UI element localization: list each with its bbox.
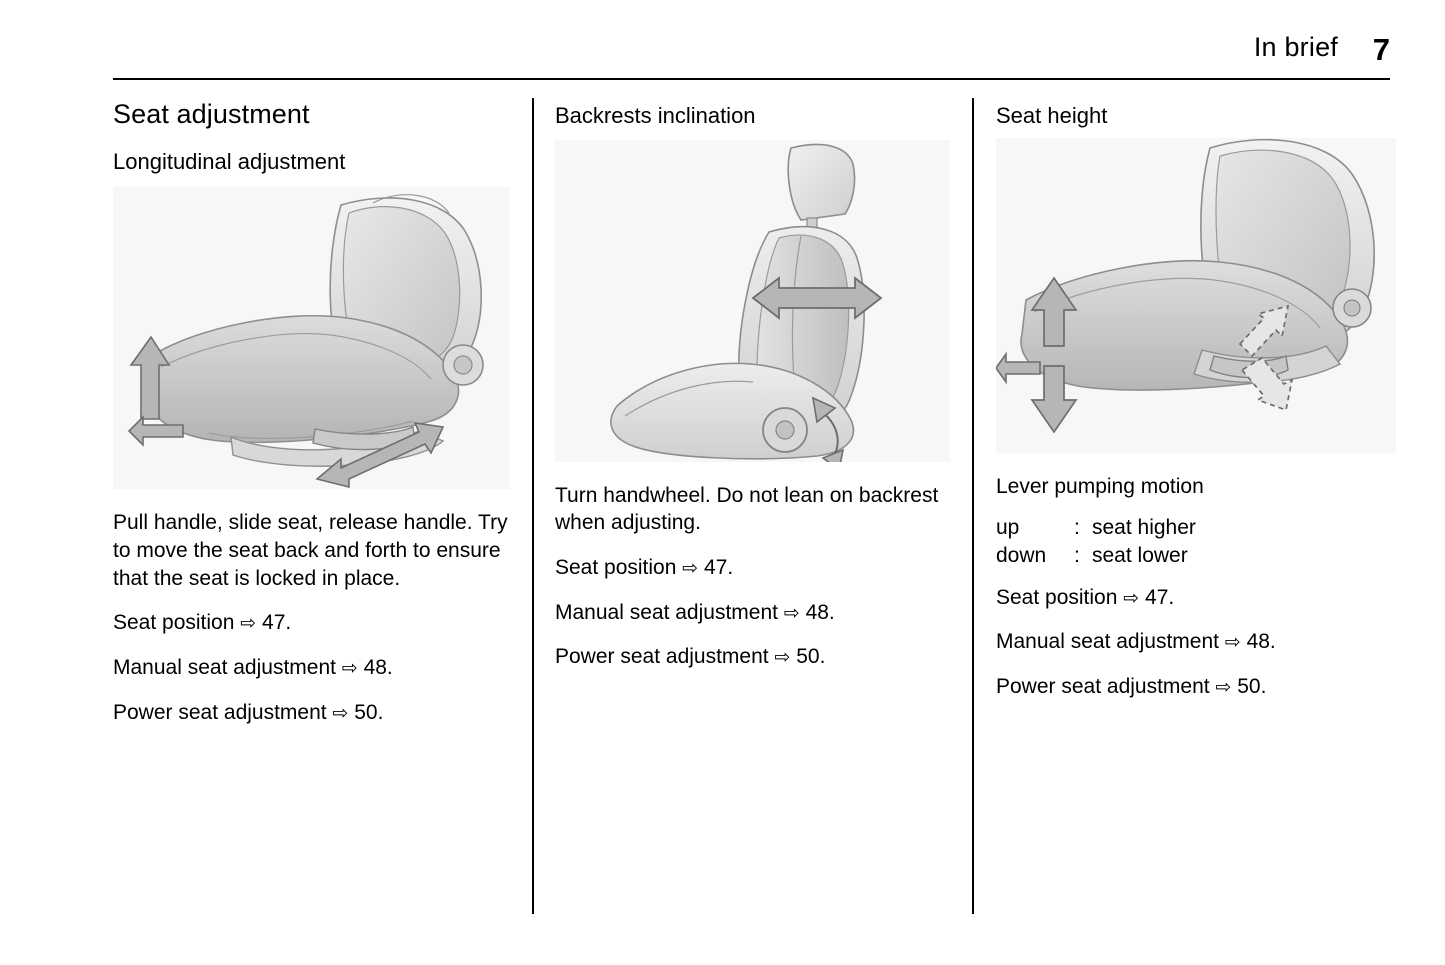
key-colon: : bbox=[1074, 516, 1080, 540]
backrests-inclination-paragraph: Turn handwheel. Do not lean on backrest when adjusting. bbox=[555, 483, 939, 535]
reference-seat-position bbox=[996, 584, 1396, 612]
seat-height-text bbox=[996, 473, 1396, 701]
reference-label: Seat position bbox=[555, 555, 677, 579]
backrests-inclination-text bbox=[555, 482, 955, 672]
section-title-backrests-inclination: Backrests inclination bbox=[555, 103, 756, 128]
page-number: 7 bbox=[1372, 32, 1390, 67]
reference-page: 47. bbox=[704, 555, 734, 579]
subsection-title-longitudinal-adjustment: Longitudinal adjustment bbox=[113, 148, 346, 174]
reference-page: 48. bbox=[805, 600, 835, 624]
header-divider bbox=[113, 78, 1390, 80]
spacer bbox=[996, 570, 1396, 584]
reference-label: Manual seat adjustment bbox=[996, 630, 1219, 654]
seat-height-paragraph: Lever pumping motion bbox=[996, 474, 1204, 498]
reference-label: Manual seat adjustment bbox=[555, 600, 778, 624]
reference-arrow-icon: ⇨ bbox=[783, 601, 800, 624]
reference-page: 50. bbox=[796, 645, 826, 669]
key-value-down bbox=[996, 542, 1396, 570]
reference-page: 47. bbox=[1145, 585, 1175, 609]
key-value-up bbox=[996, 514, 1396, 542]
reference-arrow-icon: ⇨ bbox=[341, 657, 358, 680]
car-seat-height-adjustment-illustration bbox=[996, 138, 1396, 453]
reference-label: Seat position bbox=[113, 611, 235, 635]
seat-height-key-values bbox=[996, 514, 1396, 569]
reference-arrow-icon: ⇨ bbox=[774, 646, 791, 669]
reference-manual-seat-adjustment bbox=[555, 599, 955, 627]
car-seat-longitudinal-adjustment-illustration bbox=[113, 187, 510, 489]
header-section-title: In brief bbox=[1253, 32, 1338, 62]
key-value: seat higher bbox=[1092, 516, 1196, 540]
reference-arrow-icon: ⇨ bbox=[682, 556, 699, 579]
reference-label: Power seat adjustment bbox=[996, 675, 1210, 699]
reference-label: Manual seat adjustment bbox=[113, 656, 336, 680]
reference-power-seat-adjustment bbox=[555, 643, 955, 671]
reference-manual-seat-adjustment bbox=[113, 654, 513, 682]
section-title-seat-adjustment: Seat adjustment bbox=[113, 99, 310, 129]
reference-seat-position bbox=[113, 609, 513, 637]
reference-seat-position bbox=[555, 554, 955, 582]
reference-page: 48. bbox=[1246, 630, 1276, 654]
column-divider-2 bbox=[972, 98, 974, 914]
reference-arrow-icon: ⇨ bbox=[332, 701, 349, 724]
seat-adjustment-text bbox=[113, 509, 513, 726]
column-backrests-inclination bbox=[555, 98, 955, 671]
reference-power-seat-adjustment bbox=[113, 699, 513, 727]
reference-arrow-icon: ⇨ bbox=[240, 612, 257, 635]
reference-page: 50. bbox=[1237, 675, 1267, 699]
column-seat-adjustment bbox=[113, 98, 513, 727]
seat-adjustment-paragraph: Pull handle, slide seat, release handle. Try to move the seat back and forth to ensure that the seat is locked in place. bbox=[113, 511, 508, 590]
key-value: seat lower bbox=[1092, 543, 1188, 567]
column-divider-1 bbox=[532, 98, 534, 914]
reference-power-seat-adjustment bbox=[996, 673, 1396, 701]
reference-page: 50. bbox=[354, 700, 384, 724]
key-label: down bbox=[996, 543, 1047, 567]
reference-label: Power seat adjustment bbox=[555, 645, 769, 669]
key-label: up bbox=[996, 516, 1020, 540]
key-colon: : bbox=[1074, 543, 1080, 567]
page-header bbox=[113, 34, 1390, 80]
reference-label: Seat position bbox=[996, 585, 1118, 609]
reference-page: 48. bbox=[363, 656, 393, 680]
column-seat-height bbox=[996, 98, 1396, 701]
reference-label: Power seat adjustment bbox=[113, 700, 327, 724]
reference-arrow-icon: ⇨ bbox=[1215, 676, 1232, 699]
reference-manual-seat-adjustment bbox=[996, 628, 1396, 656]
section-title-seat-height: Seat height bbox=[996, 103, 1108, 128]
reference-arrow-icon: ⇨ bbox=[1123, 586, 1140, 609]
car-seat-backrest-inclination-illustration bbox=[555, 140, 950, 462]
reference-arrow-icon: ⇨ bbox=[1224, 631, 1241, 654]
reference-page: 47. bbox=[262, 611, 292, 635]
